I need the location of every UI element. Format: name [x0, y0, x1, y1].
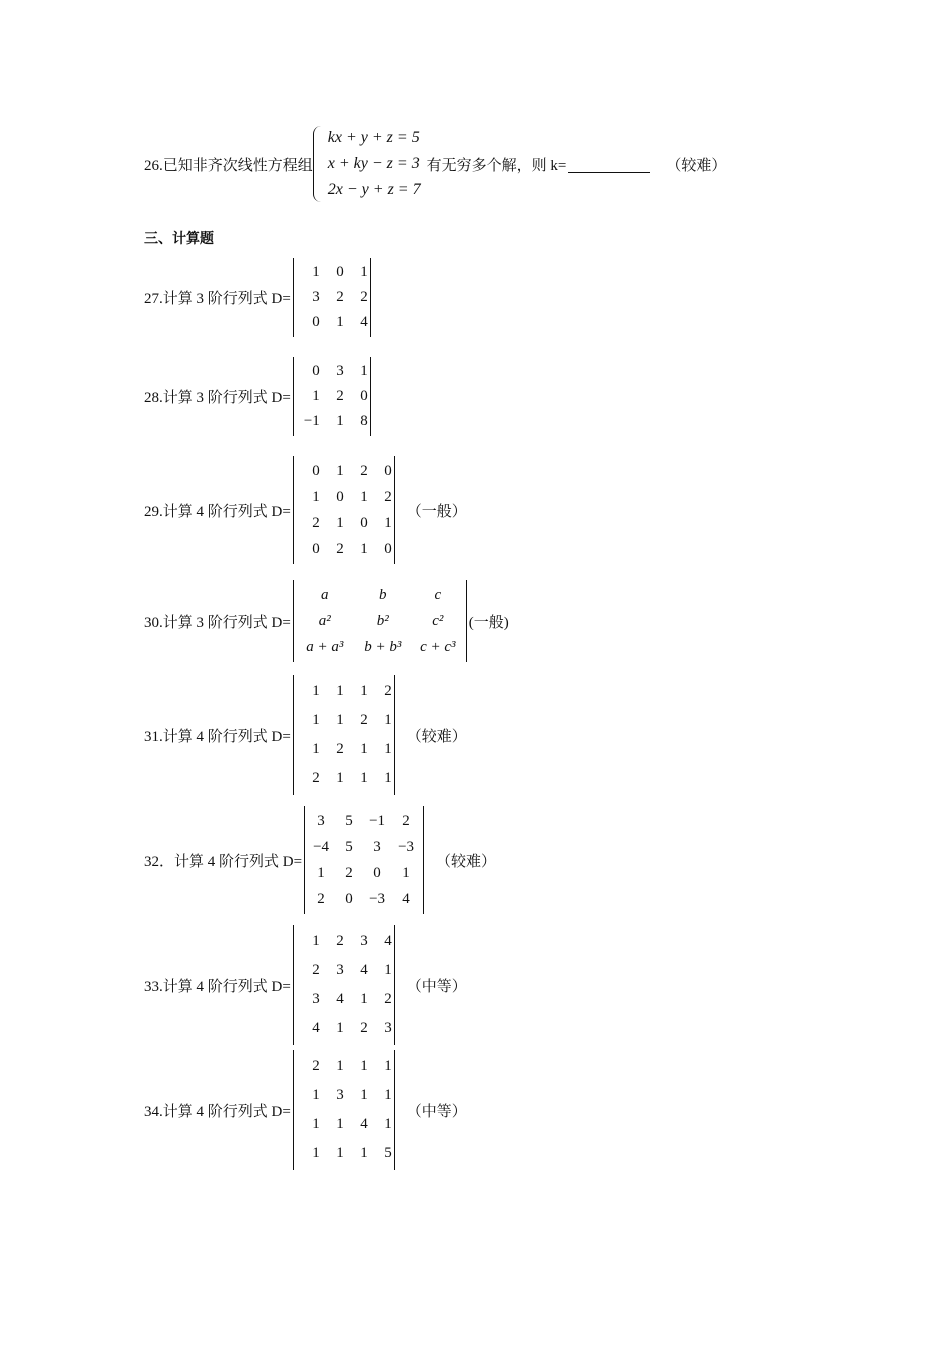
cell: 1 — [336, 712, 344, 728]
cell: 4 — [360, 314, 368, 330]
cell: 0 — [373, 865, 381, 881]
cell: 1 — [384, 712, 392, 728]
cell: 2 — [336, 741, 344, 757]
problem-33 — [144, 925, 467, 1045]
equation-system — [328, 125, 421, 203]
cell: 1 — [384, 962, 392, 978]
cell: 2 — [384, 991, 392, 1007]
cell: 0 — [345, 891, 353, 907]
cell: b — [379, 587, 387, 603]
cell: 2 — [317, 891, 325, 907]
answer-blank[interactable] — [568, 156, 650, 173]
problem-32-label: 32．计算 4 阶行列式 D= — [144, 853, 303, 870]
cell: 1 — [336, 770, 344, 786]
cell: 0 — [360, 515, 368, 531]
cell: 3 — [336, 1087, 344, 1103]
determinant-33 — [293, 925, 395, 1045]
problem-26 — [144, 125, 726, 203]
problem-30-label: 30.计算 3 阶行列式 D= — [144, 614, 291, 631]
cell: 4 — [336, 991, 344, 1007]
cell: 2 — [360, 1020, 368, 1036]
problem-30 — [144, 580, 509, 662]
problem-29-label: 29.计算 4 阶行列式 D= — [144, 503, 291, 520]
problem-34-label: 34.计算 4 阶行列式 D= — [144, 1103, 291, 1120]
problem-33-label: 33.计算 4 阶行列式 D= — [144, 978, 291, 995]
determinant-32 — [304, 806, 424, 914]
cell: 0 — [312, 314, 320, 330]
cell: 1 — [384, 1087, 392, 1103]
cell: 1 — [336, 1145, 344, 1161]
difficulty-note: （较难） — [406, 728, 467, 745]
cell: 1 — [336, 463, 344, 479]
cell: 1 — [360, 741, 368, 757]
determinant-31 — [293, 675, 395, 795]
cell: 5 — [345, 839, 353, 855]
cell: 1 — [336, 1116, 344, 1132]
cell: 1 — [312, 1145, 320, 1161]
cell: a + a³ — [306, 639, 344, 655]
cell: 1 — [336, 314, 344, 330]
brace-icon — [313, 126, 324, 202]
cell: 1 — [384, 515, 392, 531]
difficulty-note: （较难） — [436, 853, 497, 870]
determinant-29 — [293, 456, 395, 564]
cell: 5 — [384, 1145, 392, 1161]
cell: 1 — [312, 933, 320, 949]
cell: 2 — [336, 289, 344, 305]
cell: c² — [432, 613, 444, 629]
cell: a² — [318, 613, 331, 629]
cell: 1 — [360, 991, 368, 1007]
cell: 2 — [360, 712, 368, 728]
cell: 3 — [312, 991, 320, 1007]
cell: 1 — [312, 683, 320, 699]
cell: 1 — [336, 413, 344, 429]
cell: 1 — [317, 865, 325, 881]
cell: c + c³ — [420, 639, 456, 655]
cell: 1 — [384, 1116, 392, 1132]
cell: 1 — [312, 1116, 320, 1132]
cell: 2 — [384, 489, 392, 505]
cell: 0 — [336, 264, 344, 280]
cell: 1 — [360, 770, 368, 786]
cell: 0 — [312, 541, 320, 557]
cell: 3 — [336, 962, 344, 978]
cell: 2 — [360, 289, 368, 305]
cell: 2 — [312, 515, 320, 531]
cell: 1 — [360, 264, 368, 280]
cell: 3 — [317, 813, 325, 829]
cell: 1 — [336, 683, 344, 699]
cell: 1 — [336, 515, 344, 531]
determinant-27 — [293, 258, 371, 337]
problem-26-condition: 有无穷多个解，则 k= — [426, 157, 567, 174]
cell: −1 — [369, 813, 386, 829]
problem-34 — [144, 1050, 467, 1170]
cell: 1 — [384, 770, 392, 786]
cell: 3 — [336, 363, 344, 379]
cell: 1 — [360, 489, 368, 505]
cell: 2 — [312, 962, 320, 978]
cell: 8 — [360, 413, 368, 429]
cell: 3 — [373, 839, 381, 855]
problem-31-label: 31.计算 4 阶行列式 D= — [144, 728, 291, 745]
cell: 3 — [384, 1020, 392, 1036]
cell: 2 — [312, 770, 320, 786]
determinant-28 — [293, 357, 371, 436]
difficulty-note: (一般) — [468, 614, 509, 631]
problem-27-label: 27.计算 3 阶行列式 D= — [144, 291, 291, 307]
cell: −4 — [313, 839, 330, 855]
difficulty-note: （中等） — [406, 978, 467, 995]
cell: 1 — [360, 683, 368, 699]
cell: 3 — [360, 933, 368, 949]
cell: b² — [376, 613, 389, 629]
cell: 1 — [312, 264, 320, 280]
cell: 1 — [312, 741, 320, 757]
cell: 2 — [312, 1058, 320, 1074]
difficulty-note: （较难） — [666, 157, 727, 174]
cell: 4 — [360, 962, 368, 978]
cell: 0 — [336, 489, 344, 505]
problem-26-label: 26.已知非齐次线性方程组 — [144, 157, 313, 174]
cell: b + b³ — [364, 639, 402, 655]
cell: 2 — [336, 933, 344, 949]
cell: −1 — [303, 413, 320, 429]
problem-29 — [144, 456, 467, 564]
cell: c — [434, 587, 442, 603]
cell: 1 — [360, 1145, 368, 1161]
equation-2: x + ky − z = 3 — [327, 155, 420, 172]
cell: 4 — [384, 933, 392, 949]
determinant-30 — [293, 580, 467, 662]
cell: 2 — [402, 813, 410, 829]
cell: 1 — [402, 865, 410, 881]
difficulty-note: （中等） — [406, 1103, 467, 1120]
cell: 4 — [360, 1116, 368, 1132]
cell: 1 — [312, 388, 320, 404]
cell: 0 — [312, 363, 320, 379]
cell: 2 — [345, 865, 353, 881]
difficulty-note: （一般） — [406, 503, 467, 520]
problem-28-label: 28.计算 3 阶行列式 D= — [144, 390, 291, 406]
cell: 5 — [345, 813, 353, 829]
equation-1: kx + y + z = 5 — [327, 129, 420, 146]
cell: 3 — [312, 289, 320, 305]
cell: 0 — [384, 463, 392, 479]
cell: 1 — [312, 1087, 320, 1103]
cell: 2 — [360, 463, 368, 479]
cell: 1 — [360, 363, 368, 379]
cell: 1 — [360, 1058, 368, 1074]
cell: 1 — [384, 1058, 392, 1074]
cell: −3 — [398, 839, 415, 855]
cell: 4 — [312, 1020, 320, 1036]
cell: 2 — [336, 541, 344, 557]
cell: −3 — [369, 891, 386, 907]
problem-27 — [144, 258, 373, 337]
problem-28 — [144, 357, 373, 436]
cell: 1 — [336, 1020, 344, 1036]
cell: 2 — [384, 683, 392, 699]
cell: 0 — [384, 541, 392, 557]
cell: 2 — [336, 388, 344, 404]
determinant-34 — [293, 1050, 395, 1170]
cell: 1 — [336, 1058, 344, 1074]
section-title: 三、计算题 — [144, 231, 214, 247]
equation-3: 2x − y + z = 7 — [327, 181, 421, 198]
problem-32 — [144, 806, 496, 914]
problem-31 — [144, 675, 467, 795]
cell: 1 — [312, 712, 320, 728]
cell: 0 — [360, 388, 368, 404]
cell: 0 — [312, 463, 320, 479]
cell: 1 — [360, 541, 368, 557]
cell: 1 — [312, 489, 320, 505]
cell: 1 — [384, 741, 392, 757]
cell: 1 — [360, 1087, 368, 1103]
cell: a — [321, 587, 329, 603]
cell: 4 — [402, 891, 410, 907]
